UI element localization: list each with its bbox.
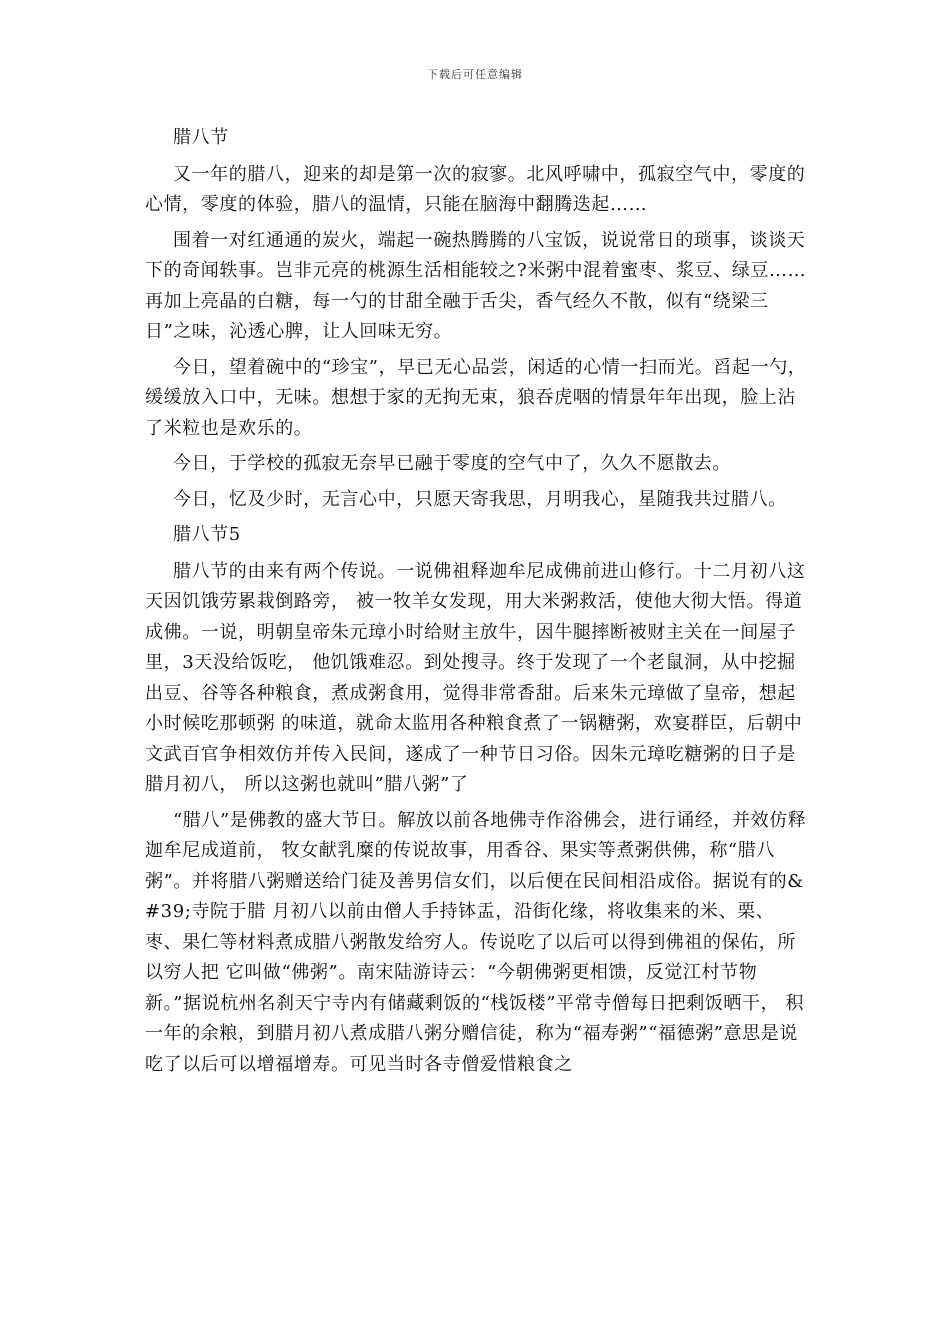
paragraph: “腊八”是佛教的盛大节日。解放以前各地佛寺作浴佛会，进行诵经，并效仿释迦牟尼成道前， 牧女献乳糜的传说故事，用香谷、果实等煮粥供佛，称“腊八粥”。并将腊八粥赠送给门徒及善男信女们，以后便在民间相沿成俗。据说有的&#39;寺院于腊 月初八以前由僧人手持钵盂，沿街化缘，将收集来的米、栗、枣、果仁等材料煮成腊八粥散发给穷人。传说吃了以后可以得到佛祖的保佑，所以穷人把 它叫做“佛粥”。南宋陆游诗云：“今朝佛粥更相馈，反觉江村节物新。”据说杭州名刹天宁寺内有储藏剩饭的“栈饭楼”平常寺僧每日把剩饭晒干， 积一年的余粮，到腊月初八煮成腊八粥分赠信徒，称为“福寿粥”“福德粥”意思是说吃了以后可以增福增寿。可见当时各寺僧爱惜粮食之 — [145, 809, 807, 1075]
paragraph: 腊八节的由来有两个传说。一说佛祖释迦牟尼成佛前进山修行。十二月初八这天因饥饿劳累栽倒路旁， 被一牧羊女发现，用大米粥救活，使他大彻大悟。得道成佛。一说，明朝皇帝朱元璋小时给财主放牛，因牛腿摔断被财主关在一间屋子里，3天没给饭吃， 他饥饿难忍。到处搜寻。终于发现了一个老鼠洞，从中挖掘出豆、谷等各种粮食，煮成粥食用，觉得非常香甜。后来朱元璋做了皇帝，想起小时候吃那顿粥 的味道，就命太监用各种粮食煮了一锅糖粥，欢宴群臣，后朝中文武百官争相效仿并传入民间，遂成了一种节日习俗。因朱元璋吃糖粥的日子是腊月初八， 所以这粥也就叫”腊八粥”了 — [145, 560, 806, 795]
paragraph: 围着一对红通通的炭火，端起一碗热腾腾的八宝饭，说说常日的琐事，谈谈天下的奇闻轶事。岂非元亮的桃源生活相能较之?米粥中混着蜜枣、浆豆、绿豆……再加上亮晶的白糖，每一勺的甘甜全融于舌尖，香气经久不散，似有“绕梁三日”之味，沁透心脾，让人回味无穷。 — [145, 229, 807, 342]
section-title: 腊八节 — [173, 127, 229, 148]
paragraph: 今日，于学校的孤寂无奈早已融于零度的空气中了，久久不愿散去。 — [173, 453, 731, 474]
paragraph: 又一年的腊八，迎来的却是第一次的寂寥。北风呼啸中，孤寂空气中，零度的心情，零度的体验，腊八的温情，只能在脑海中翻腾迭起…… — [145, 163, 806, 215]
paragraph: 今日，望着碗中的“珍宝”，早已无心品尝，闲适的心情一扫而光。舀起一勺，缓缓放入口中，无味。想想于家的无拘无束，狼吞虎咽的情景年年出现，脸上沾了米粒也是欢乐的。 — [145, 356, 807, 439]
paragraph: 今日，忆及少时，无言心中，只愿天寄我思，月明我心，星随我共过腊八。 — [173, 488, 787, 510]
section-title: 腊八节5 — [173, 524, 241, 545]
document-body — [145, 123, 810, 1085]
page-header: 下载后可任意编辑 — [427, 68, 523, 81]
